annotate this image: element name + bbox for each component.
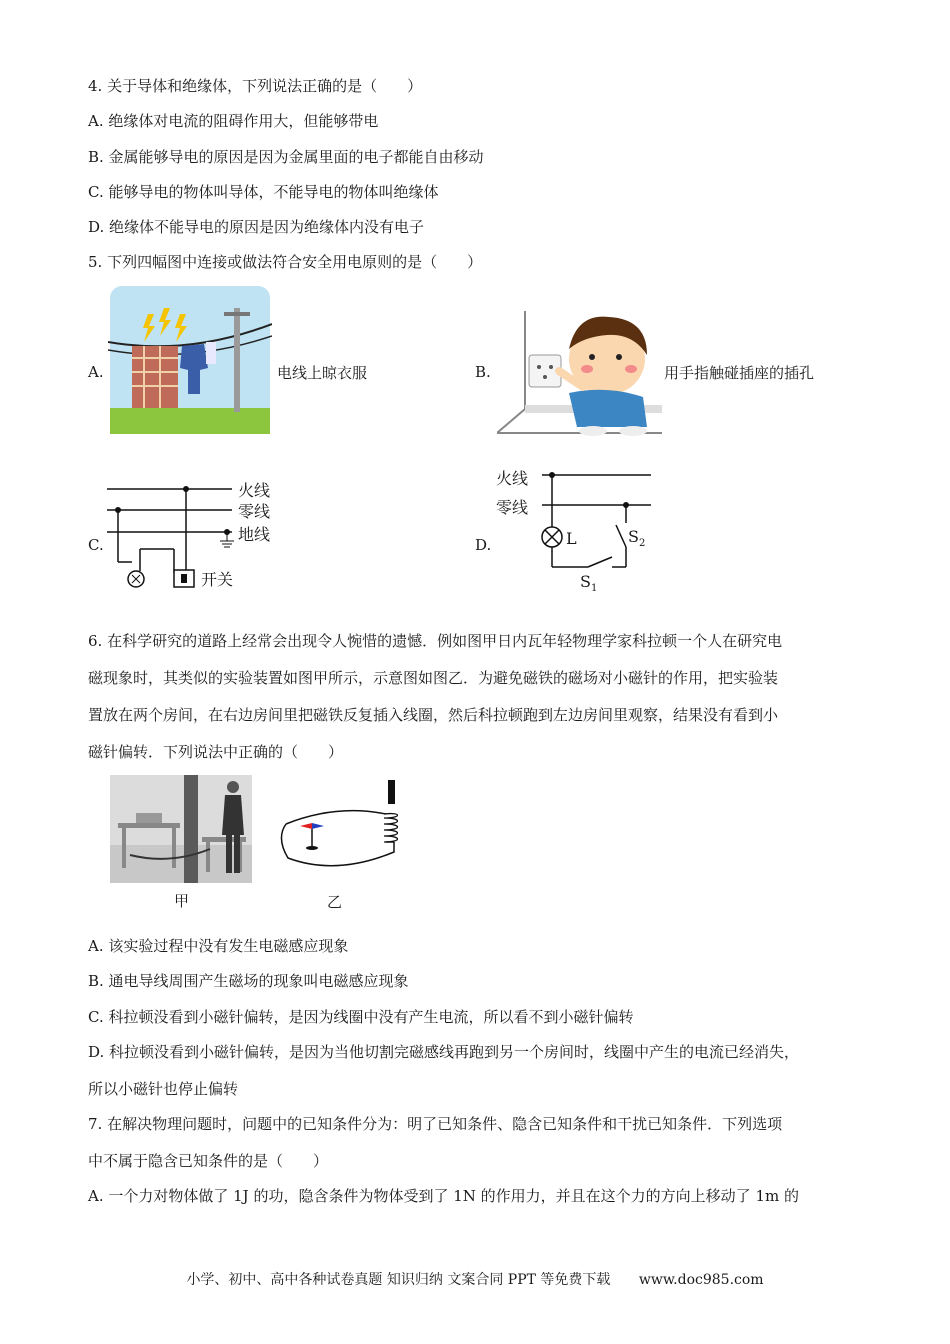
q5-option-b-letter: B.: [475, 363, 491, 381]
q5-option-d-letter: D.: [475, 536, 492, 554]
q7-option-a: A. 一个力对物体做了 1J 的功，隐含条件为物体受到了 1N 的作用力，并且在这个力的方向上移动了 1m 的: [88, 1187, 799, 1205]
d-switch-s2-label: $S_2$: [628, 527, 646, 550]
d-fire-wire-label: 火线: [496, 469, 529, 488]
q6-stem-line-3: 置放在两个房间，在右边房间里把磁铁反复插入线圈，然后科拉顿跑到左边房间里观察，结果没有看到小: [88, 706, 779, 724]
q6-option-d-line-2: 所以小磁针也停止偏转: [88, 1080, 239, 1098]
clothes-on-power-line-image: [108, 284, 272, 440]
q7-stem-line-1: 7. 在解决物理问题时，问题中的已知条件分为：明了已知条件、隐含已知条件和干扰已知条件．下列选项: [88, 1115, 783, 1133]
q6-stem-line-2: 磁现象时，其类似的实验装置如图甲所示，示意图如图乙．为避免磁铁的磁场对小磁针的作用，把实验装: [88, 669, 779, 687]
page-footer: [0, 1271, 950, 1289]
q6-stem-line-4: 磁针偏转．下列说法中正确的（ ）: [88, 743, 344, 761]
q6-option-a: A. 该实验过程中没有发生电磁感应现象: [88, 937, 349, 955]
d-switch-s1-label: $S_1$: [580, 572, 598, 595]
q5-option-c-letter: C.: [88, 536, 104, 554]
q5-stem: 5. 下列四幅图中连接或做法符合安全用电原则的是（ ）: [88, 253, 483, 271]
footer-link[interactable]: www.doc985.com: [638, 1272, 764, 1288]
experiment-photo-jia: [110, 775, 252, 887]
child-touching-socket-image: [497, 309, 662, 441]
c-fire-wire-label: 火线: [238, 481, 271, 500]
q4-option-d: D. 绝缘体不能导电的原因是因为绝缘体内没有电子: [88, 218, 425, 236]
q6-option-d-line-1: D. 科拉顿没看到小磁针偏转，是因为当他切割完磁感线再跑到另一个房间时，线圈中产生的电流已经消失，: [88, 1043, 800, 1061]
footer-text: 小学、初中、高中各种试卷真题 知识归纳 文案合同 PPT 等免费下载: [186, 1272, 611, 1288]
c-neutral-wire-label: 零线: [238, 502, 271, 521]
q4-stem: 4. 关于导体和绝缘体，下列说法正确的是（ ）: [88, 77, 423, 95]
q4-option-b: B. 金属能够导电的原因是因为金属里面的电子都能自由移动: [88, 148, 484, 166]
figure-yi-caption: 乙: [327, 893, 343, 911]
q6-option-b: B. 通电导线周围产生磁场的现象叫电磁感应现象: [88, 972, 409, 990]
circuit-diagram-d: [534, 467, 654, 581]
q5-option-a-caption: 电线上晾衣服: [277, 364, 368, 382]
figure-jia-caption: 甲: [174, 892, 190, 910]
c-ground-wire-label: 地线: [238, 525, 271, 544]
d-neutral-wire-label: 零线: [496, 498, 529, 517]
q4-option-a: A. 绝缘体对电流的阻碍作用大，但能够带电: [88, 112, 379, 130]
q6-stem-line-1: 6. 在科学研究的道路上经常会出现令人惋惜的遗憾．例如图甲日内瓦年轻物理学家科拉顿一个人在研究电: [88, 632, 783, 650]
q5-option-b-caption: 用手指触碰插座的插孔: [664, 364, 815, 382]
c-switch-label: 开关: [201, 570, 234, 589]
d-lamp-label: L: [566, 529, 577, 548]
schematic-yi: [276, 778, 410, 880]
q4-option-c: C. 能够导电的物体叫导体，不能导电的物体叫绝缘体: [88, 183, 439, 201]
q6-option-c: C. 科拉顿没看到小磁针偏转，是因为线圈中没有产生电流，所以看不到小磁针偏转: [88, 1008, 634, 1026]
q5-option-a-letter: A.: [88, 363, 104, 381]
q7-stem-line-2: 中不属于隐含已知条件的是（ ）: [88, 1152, 329, 1170]
